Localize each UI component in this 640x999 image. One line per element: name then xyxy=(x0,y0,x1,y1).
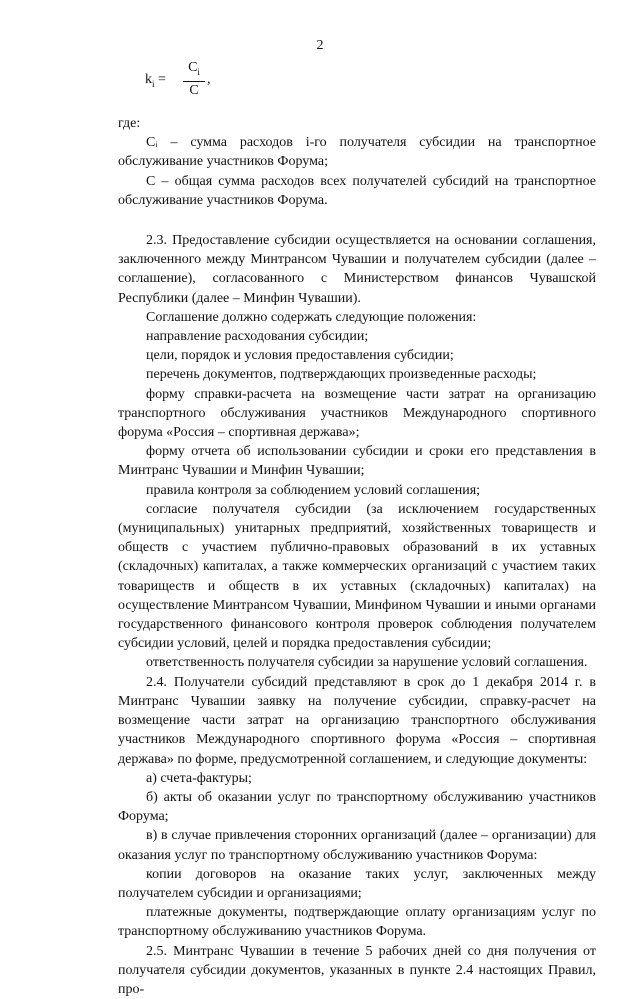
formula-lhs: $k_i$ = xyxy=(145,72,166,89)
paragraph: 2.5. Минтранс Чувашии в течение 5 рабочих дней со дня получения от получателя субсидии документов, указанных в пункте 2.4 настоящих Правил, про- xyxy=(118,943,596,997)
paragraph: форму отчета об использовании субсидии и сроки его представления в Минтранс Чувашии и Минфин Чувашии; xyxy=(118,444,596,479)
paragraph: ответственность получателя субсидии за нарушение условий соглашения. xyxy=(146,655,588,671)
formula-numerator: $C_i$ xyxy=(188,60,200,77)
paragraph: Соглашение должно содержать следующие положения: xyxy=(146,309,477,325)
paragraph: платежные документы, подтверждающие оплату организациям услуг по транспортному обслуживанию участников Форума. xyxy=(118,905,596,940)
paragraph: правила контроля за соблюдением условий соглашения; xyxy=(146,482,481,498)
paragraph: 2.3. Предоставление субсидии осуществляется на основании соглашения, заключенного между Минтрансом Чувашии и получателем субсидии (далее – соглашение), согласованного с Министерством финансов Чувашской Республики (далее – Минфин Чувашии). xyxy=(118,233,596,306)
paragraph: копии договоров на оказание таких услуг, заключенных между получателем субсидии и организациями; xyxy=(118,866,596,901)
paragraph: согласие получателя субсидии (за исключением государственных (муниципальных) унитарных предприятий, хозяйственных товариществ и обществ с участием публично-правовых образований в их уставных (складочных) капиталах, а также коммерческих организаций с участием таких товариществ и обществ в их уставных (складочных) капиталах) на осуществление Минтрансом Чувашии, Минфином Чувашии и иными органами государственного финансового контроля проверок соблюдения получателем субсидии условий, целей и порядка предоставления субсидии; xyxy=(118,501,596,652)
document-body xyxy=(118,114,596,999)
formula-comma: , xyxy=(207,72,211,87)
definition: Cᵢ – сумма расходов i-го получателя субсидии на транспортное обслуживание участников Форума; xyxy=(118,135,596,170)
where-label: где: xyxy=(118,116,141,131)
paragraph: перечень документов, подтверждающих произведенные расходы; xyxy=(146,367,537,383)
fraction-bar xyxy=(183,81,205,82)
paragraph: 2.4. Получатели субсидий представляют в срок до 1 декабря 2014 г. в Минтранс Чувашии заявку на получение субсидии, справку-расчет на возмещение части затрат на организацию транспортного обслуживания участников Международного спортивного форума «Россия – спортивная держава» по форме, предусмотренной соглашением, и следующие документы: xyxy=(118,674,596,767)
paragraph: б) акты об оказании услуг по транспортному обслуживанию участников Форума; xyxy=(118,789,596,825)
formula-denominator: C xyxy=(189,82,199,98)
paragraph: а) счета-фактуры; xyxy=(146,770,252,786)
formula-fraction xyxy=(183,60,205,99)
paragraph: в) в случае привлечения сторонних организаций (далее – организации) для оказания услуг по транспортному обслуживанию участников Форума: xyxy=(118,828,596,863)
paragraph: направление расходования субсидии; xyxy=(146,329,369,345)
paragraph: форму справки-расчета на возмещение части затрат на организацию транспортного обслуживания участников Международного спортивного форума «Россия – спортивная держава»; xyxy=(118,386,596,441)
paragraph: цели, порядок и условия предоставления субсидии; xyxy=(146,348,454,364)
definition: C – общая сумма расходов всех получателей субсидий на транспортное обслуживание участников Форума. xyxy=(118,173,596,208)
page-number: 2 xyxy=(316,38,324,53)
